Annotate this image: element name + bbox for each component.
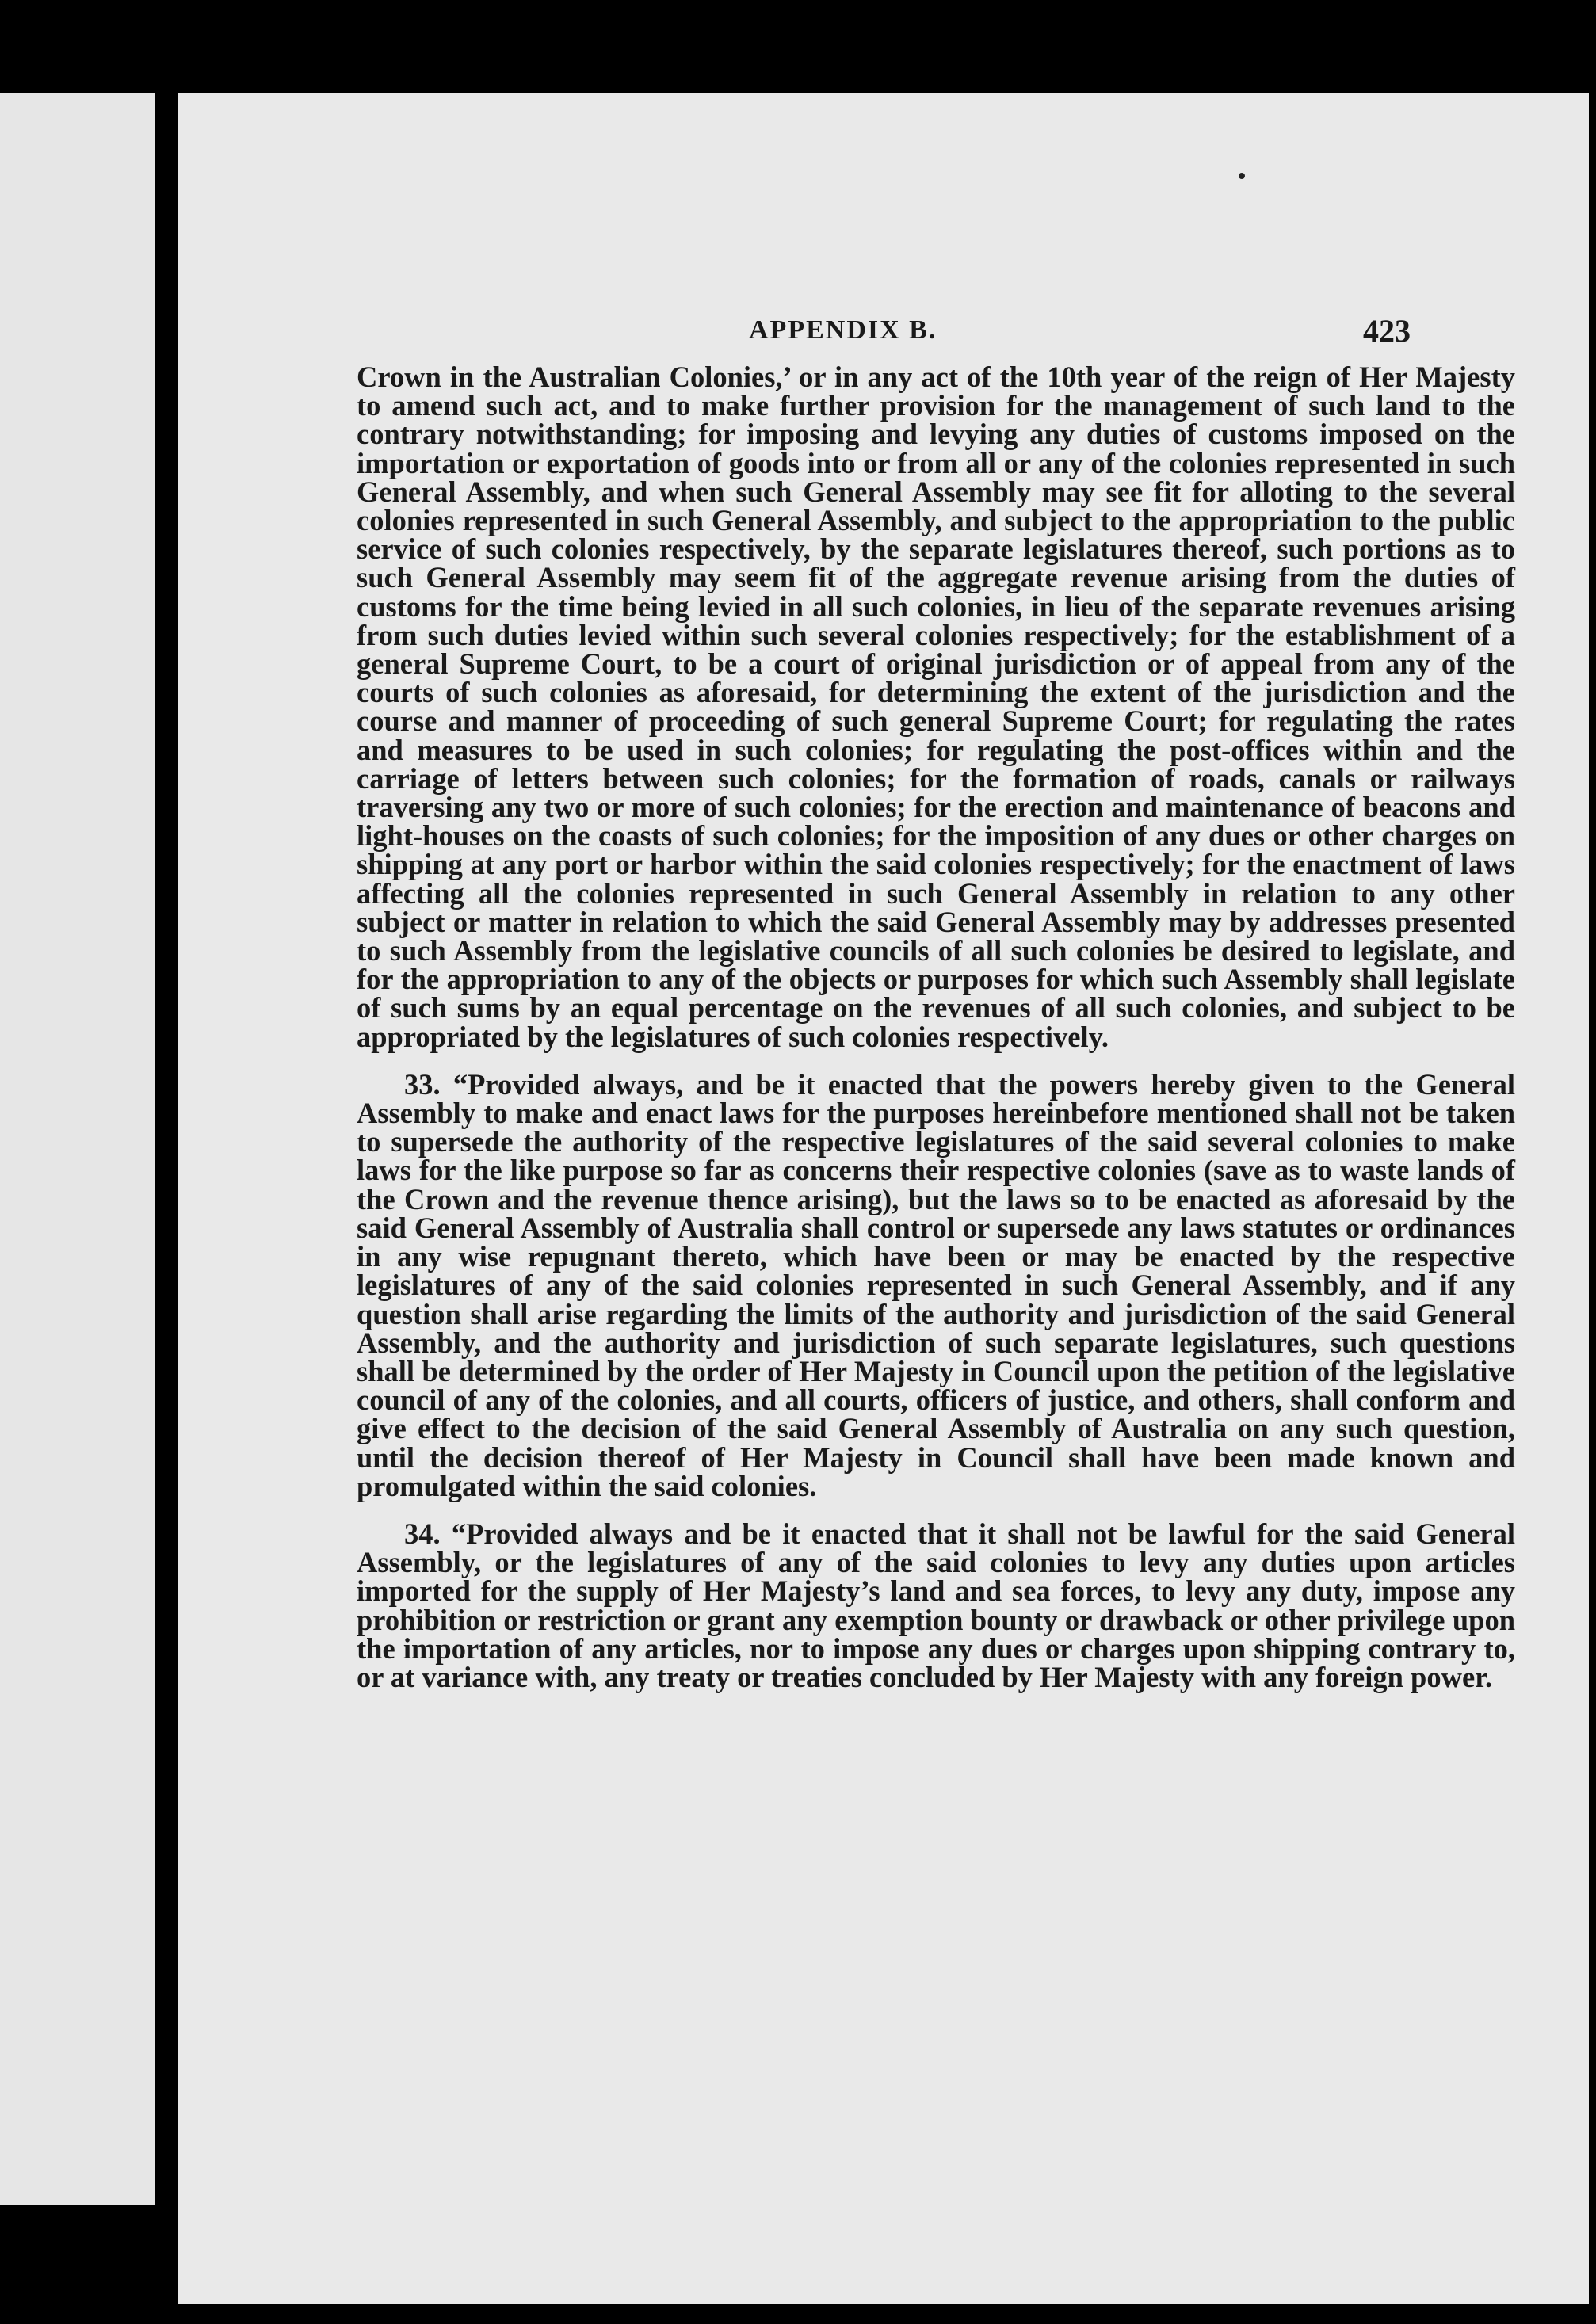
page-number: 423 xyxy=(1363,313,1411,349)
facing-page-edge xyxy=(0,93,155,2205)
paragraph-section-33: 33. “Provided always, and be it enacted that the powers hereby given to the General Assembly to make and enact laws for the purposes hereinbefore mentioned shall not be taken to supersede the authority of the respective legislatures of the said several colonies to make laws for the like purpose so far as concerns their respective colonies (save as to waste lands of the Crown and the revenue thence arising), but the laws so to be enacted as aforesaid by the said General Assembly of Australia shall control or supersede any laws statutes or ordinances in any wise repugnant thereto, which have been or may be enacted by the respective legislatures of any of the said colonies represented in such General Assembly, and if any question shall arise regarding the limits of the authority and jurisdiction of the said General Assembly, and the authority and jurisdiction of such separate legislatures, such questions shall be determined by the order of Her Majesty in Council upon the petition of the legislative council of any of the colonies, and all courts, officers of justice, and others, shall conform and give effect to the decision of the said General Assembly of Australia on any such question, until the decision thereof of Her Majesty in Council shall have been made known and promulgated within the said colonies. xyxy=(357,1067,1515,1502)
paragraph-section-34: 34. “Provided always and be it enacted that it shall not be lawful for the said General Assembly, or the legislatures of any of the said colonies to levy any duties upon articles imported for the supply of Her Majesty’s land and sea forces, to levy any duty, impose any prohibition or restriction or grant any exemption bounty or drawback or other privilege upon the importation of any articles, nor to impose any dues or charges upon shipping contrary to, or at variance with, any treaty or treaties concluded by Her Majesty with any foreign power. xyxy=(357,1517,1515,1693)
paragraph-continuation: Crown in the Australian Colonies,’ or in any act of the 10th year of the reign of Her Majesty to amend such act, and to make further provision for the management of such land to the contrary notwithstanding; for imposing and levying any duties of customs imposed on the importation or exportation of goods into or from all or any of the colonies represented in such General Assembly, and when such General Assembly may see fit for alloting to the several colonies represented in such General Assembly, and subject to the appropriation to the public service of such colonies respectively, by the separate legislatures thereof, such portions as to such General Assembly may seem fit of the aggregate revenue arising from the duties of customs for the time being levied in all such colonies, in lieu of the separate revenues arising from such duties levied within such several colonies respectively; for the establishment of a general Supreme Court, to be a court of original jurisdiction or of appeal from any of the courts of such colonies as aforesaid, for determining the extent of the jurisdiction and the course and manner of proceeding of such general Supreme Court; for regulating the rates and measures to be used in such colonies; for regulating the post-offices within and the carriage of letters between such colonies; for the formation of roads, canals or railways traversing any two or more of such colonies; for the erection and maintenance of beacons and light-houses on the coasts of such colonies; for the imposition of any dues or other charges on shipping at any port or harbor within the said colonies respectively; for the enactment of laws affecting all the colonies represented in such General Assembly in relation to any other subject or matter in relation to which the said General Assembly may by addresses presented to such Assembly from the legislative councils of all such colonies be desired to legislate, and for the appropriation to any of the objects or purposes for which such Assembly shall legislate of such sums by an equal percentage on the revenues of all such colonies, and subject to be appropriated by the legislatures of such colonies respectively. xyxy=(357,361,1515,1053)
book-page xyxy=(178,93,1589,2304)
body-text xyxy=(357,363,1515,1711)
running-head xyxy=(178,315,1589,363)
page-header-title: APPENDIX B. xyxy=(749,315,937,345)
speck-mark xyxy=(1239,173,1245,179)
